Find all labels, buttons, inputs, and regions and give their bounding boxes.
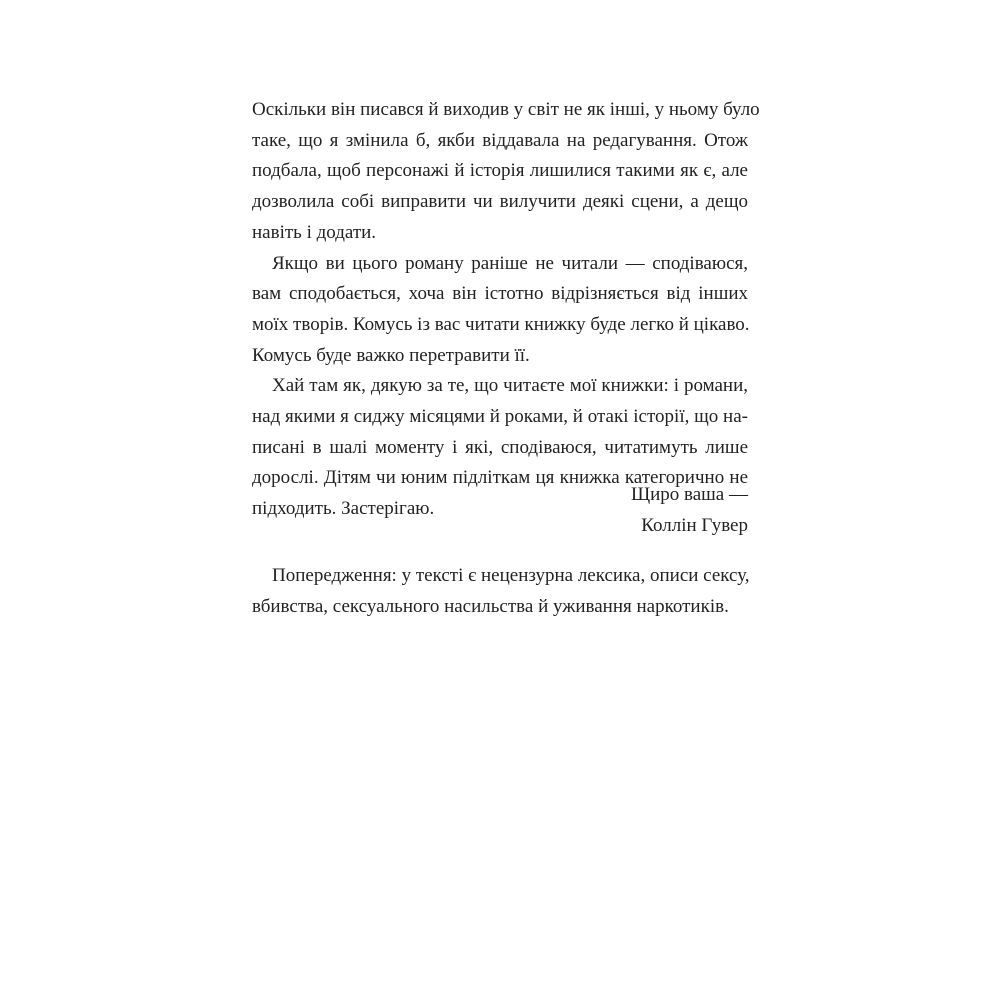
signature — [252, 480, 748, 541]
paragraph-3-line-1: Хай там як, дякую за те, що читаєте мої книжки: і романи, — [272, 375, 748, 397]
paragraph-2-line-3: моїх творів. Комусь із вас читати книжку буде легко й цікаво. — [252, 313, 750, 335]
paragraph-2-line-2: вам сподобається, хоча він істотно відрізняється від інших — [252, 283, 748, 305]
warning-line-1: Попередження: у тексті є нецензурна лексика, описи сексу, — [272, 565, 750, 586]
paragraph-1-line-3: подбала, щоб персонажі й історія лишилися такими як є, але — [252, 160, 748, 182]
paragraph-1-line-4: дозволила собі виправити чи вилучити деякі сцени, а дещо — [252, 191, 748, 213]
paragraph-1-line-5: навіть і додати. — [252, 221, 377, 243]
paragraph-1-line-2: таке, що я змінила б, якби віддавала на редагування. Отож — [252, 129, 748, 151]
content-warning — [252, 561, 748, 622]
paragraph-3-line-5: підходить. Застерігаю. — [252, 498, 435, 520]
paragraph-2-line-1: Якщо ви цього роману раніше не читали — сподіваюся, — [272, 252, 748, 274]
paragraph-2-line-4: Комусь буде важко перетравити її. — [252, 344, 530, 366]
body-text — [252, 95, 760, 525]
paragraph-3-line-4: дорослі. Дітям чи юним підліткам ця книжка категорично не — [252, 467, 748, 489]
signature-author: Коллін Гувер — [641, 514, 748, 536]
warning-line-2: вбивства, сексуального насильства й уживання наркотиків. — [252, 595, 729, 617]
paragraph-3-line-2: над якими я сиджу місяцями й роками, й отакі історії, що на- — [252, 406, 748, 428]
signature-closing: Щиро ваша — — [630, 484, 748, 505]
paragraph-1-line-1: Оскільки він писався й виходив у світ не як інші, у ньому було — [252, 99, 760, 120]
paragraph-3-line-3: писані в шалі моменту і які, сподіваюся, читатимуть лише — [252, 436, 748, 458]
